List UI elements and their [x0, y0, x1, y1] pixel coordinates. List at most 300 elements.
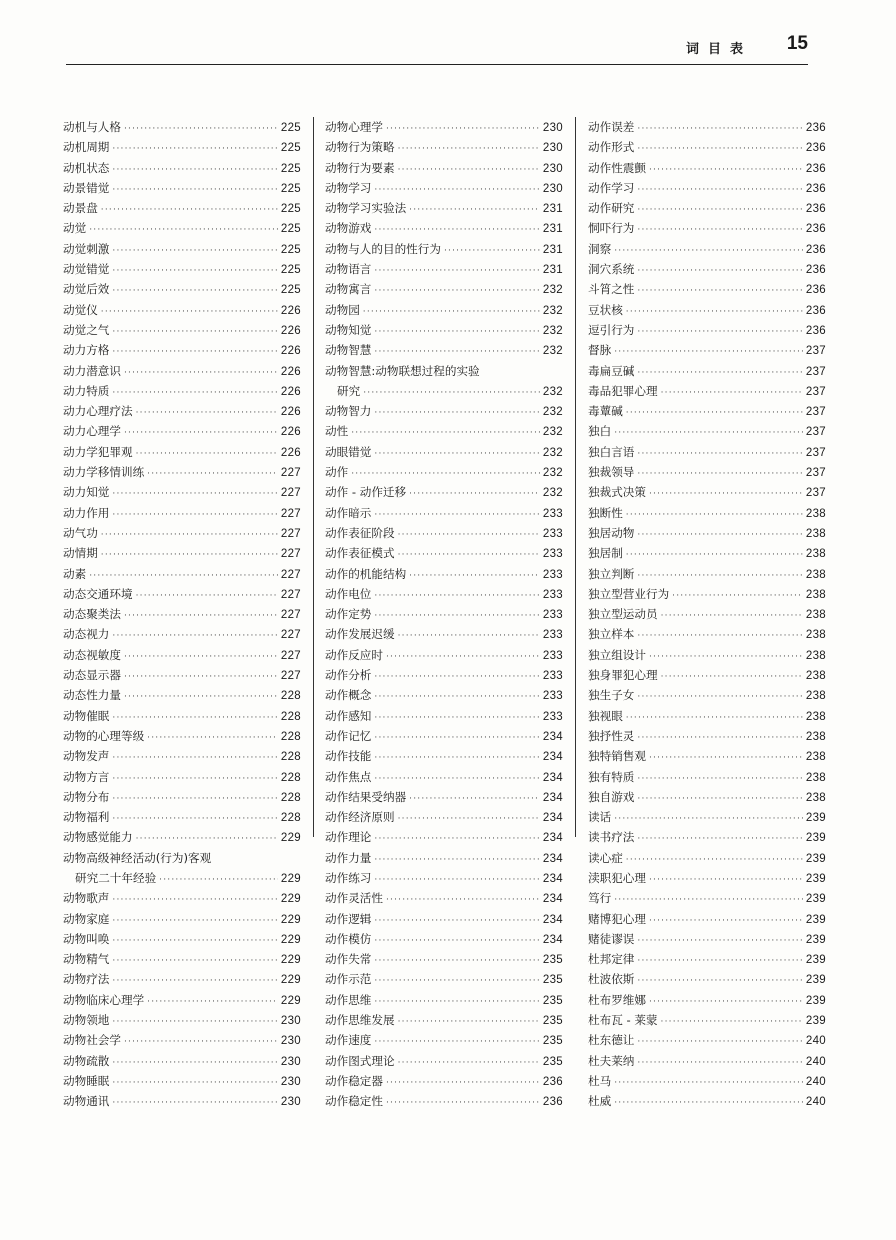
index-entry	[63, 564, 301, 584]
dot-leader	[398, 1012, 540, 1032]
entry-page: 239	[805, 974, 826, 987]
dot-leader	[374, 586, 540, 606]
entry-page: 233	[542, 548, 563, 561]
entry-page: 234	[542, 771, 563, 784]
entry-term: 杜东德让	[588, 1033, 635, 1048]
dot-leader	[374, 220, 540, 240]
entry-page: 235	[542, 1055, 563, 1068]
dot-leader	[112, 505, 278, 525]
entry-term: 独裁式决策	[588, 485, 646, 500]
entry-page: 237	[805, 487, 826, 500]
index-entry	[325, 218, 563, 238]
entry-term: 动态交通环境	[63, 586, 133, 601]
index-entry	[63, 1010, 301, 1030]
entry-term: 动物行为要素	[325, 160, 395, 175]
index-entry	[63, 624, 301, 644]
dot-leader	[637, 789, 803, 809]
entry-page: 233	[542, 710, 563, 723]
index-entry	[63, 604, 301, 624]
entry-page: 233	[542, 507, 563, 520]
index-entry	[325, 624, 563, 644]
entry-page: 226	[280, 426, 301, 439]
entry-page: 237	[805, 446, 826, 459]
index-entry	[588, 523, 826, 543]
entry-page: 230	[280, 1035, 301, 1048]
index-entry	[588, 848, 826, 868]
index-entry	[63, 726, 301, 746]
entry-term: 杜布罗维娜	[588, 992, 646, 1007]
index-entry	[325, 198, 563, 218]
dot-leader	[626, 545, 803, 565]
entry-term: 动物疗法	[63, 972, 110, 987]
index-entry	[63, 1030, 301, 1050]
entry-page: 233	[542, 609, 563, 622]
entry-page: 230	[280, 1055, 301, 1068]
index-entry	[325, 482, 563, 502]
index-entry	[325, 645, 563, 665]
entry-term: 独立组设计	[588, 647, 646, 662]
dot-leader	[124, 119, 278, 139]
dot-leader	[124, 647, 278, 667]
entry-page: 236	[805, 142, 826, 155]
entry-term: 动物语言	[325, 262, 372, 277]
dot-leader	[386, 119, 540, 139]
entry-term: 毒扁豆碱	[588, 363, 635, 378]
index-entry	[588, 117, 826, 137]
index-entry	[325, 279, 563, 299]
dot-leader	[649, 911, 803, 931]
entry-term: 动物心理学	[325, 120, 383, 134]
entry-term: 逗引行为	[588, 322, 635, 337]
entry-page: 239	[805, 812, 826, 825]
dot-leader	[614, 241, 803, 261]
entry-term: 动作失常	[325, 952, 372, 967]
dot-leader	[637, 322, 803, 342]
index-entry	[325, 909, 563, 929]
entry-page: 239	[805, 933, 826, 946]
dot-leader	[409, 484, 540, 504]
entry-page: 238	[805, 791, 826, 804]
index-entry	[588, 665, 826, 685]
entry-page: 236	[805, 243, 826, 256]
dot-leader	[374, 281, 540, 301]
dot-leader	[649, 160, 803, 180]
entry-page: 232	[542, 406, 563, 419]
index-entry	[588, 624, 826, 644]
dot-leader	[112, 1012, 278, 1032]
entry-page: 234	[542, 832, 563, 845]
entry-term: 独视眼	[588, 708, 623, 723]
dot-leader	[89, 566, 278, 586]
index-entry	[63, 807, 301, 827]
entry-page: 225	[280, 223, 301, 236]
index-entry	[63, 401, 301, 421]
entry-term: 杜威	[588, 1094, 612, 1109]
entry-term: 动物精气	[63, 952, 110, 967]
entry-page: 234	[542, 812, 563, 825]
entry-page: 239	[805, 954, 826, 967]
entry-page: 227	[280, 507, 301, 520]
index-entry	[588, 543, 826, 563]
entry-term: 动作结果受纳器	[325, 789, 407, 804]
entry-term: 动态显示器	[63, 668, 121, 683]
entry-page: 228	[280, 730, 301, 743]
entry-term: 动物方言	[63, 769, 110, 784]
entry-term: 动力方格	[63, 343, 110, 358]
dot-leader	[124, 667, 278, 687]
entry-term: 动物发声	[63, 749, 110, 764]
index-entry	[63, 482, 301, 502]
entry-term: 动素	[63, 566, 87, 581]
dot-leader	[637, 200, 803, 220]
entry-page: 235	[542, 974, 563, 987]
entry-page: 231	[542, 203, 563, 216]
dot-leader	[112, 342, 278, 362]
entry-term: 动机周期	[63, 140, 110, 155]
entry-page: 230	[280, 1075, 301, 1088]
index-entry	[63, 706, 301, 726]
entry-term: 动物智慧:动物联想过程的实验	[325, 363, 480, 378]
entry-page: 230	[280, 1015, 301, 1028]
index-entry	[63, 1071, 301, 1091]
entry-term: 动作练习	[325, 870, 372, 885]
dot-leader	[649, 992, 803, 1012]
entry-page: 226	[280, 446, 301, 459]
dot-leader	[112, 1073, 278, 1093]
dot-leader	[159, 870, 278, 890]
index-entry	[325, 787, 563, 807]
dot-leader	[374, 850, 540, 870]
index-entry	[63, 685, 301, 705]
dot-leader	[89, 220, 278, 240]
entry-page: 239	[805, 872, 826, 885]
entry-page: 229	[280, 954, 301, 967]
index-entry	[588, 421, 826, 441]
index-entry	[588, 990, 826, 1010]
column-divider	[313, 117, 314, 837]
dot-leader	[398, 1053, 540, 1073]
dot-leader	[626, 850, 803, 870]
entry-page: 236	[542, 1075, 563, 1088]
entry-term: 读书疗法	[588, 830, 635, 845]
dot-leader	[101, 525, 278, 545]
dot-leader	[374, 728, 540, 748]
entry-term: 读心症	[588, 850, 623, 865]
dot-leader	[374, 992, 540, 1012]
index-entry	[588, 1030, 826, 1050]
entry-term: 动物家庭	[63, 911, 110, 926]
entry-term: 洞穴系统	[588, 262, 635, 277]
entry-term: 动力心理疗法	[63, 404, 133, 419]
entry-page: 236	[542, 1096, 563, 1109]
column-divider	[575, 117, 576, 837]
entry-term: 动物临床心理学	[63, 992, 145, 1007]
index-entry	[63, 787, 301, 807]
index-entry	[588, 239, 826, 259]
dot-leader	[112, 931, 278, 951]
index-entry	[325, 421, 563, 441]
dot-leader	[374, 748, 540, 768]
dot-leader	[101, 200, 278, 220]
dot-leader	[112, 769, 278, 789]
entry-page: 226	[280, 406, 301, 419]
entry-page: 228	[280, 710, 301, 723]
dot-leader	[409, 789, 540, 809]
entry-term: 动物寓言	[325, 282, 372, 297]
dot-leader	[637, 769, 803, 789]
entry-term: 毒蕈碱	[588, 404, 623, 419]
index-entry	[325, 827, 563, 847]
dot-leader	[374, 708, 540, 728]
index-entry	[325, 726, 563, 746]
index-entry	[325, 564, 563, 584]
index-entry	[588, 1051, 826, 1071]
dot-leader	[398, 525, 540, 545]
entry-page: 232	[542, 446, 563, 459]
dot-leader	[363, 302, 540, 322]
index-entry	[588, 1071, 826, 1091]
index-entry	[325, 442, 563, 462]
index-entry	[63, 848, 301, 868]
dot-leader	[386, 890, 540, 910]
header-rule	[66, 64, 808, 65]
index-entry	[63, 888, 301, 908]
entry-page: 231	[542, 223, 563, 236]
dot-leader	[112, 748, 278, 768]
entry-term: 动作模仿	[325, 931, 372, 946]
index-entry	[325, 1071, 563, 1091]
dot-leader	[112, 1053, 278, 1073]
entry-page: 238	[805, 507, 826, 520]
entry-page: 231	[542, 264, 563, 277]
entry-term: 动物催眠	[63, 708, 110, 723]
dot-leader	[637, 728, 803, 748]
entry-page: 230	[542, 142, 563, 155]
entry-page: 236	[805, 122, 826, 134]
index-entry	[588, 300, 826, 320]
entry-page: 232	[542, 487, 563, 500]
index-entry	[63, 584, 301, 604]
entry-term: 动作误差	[588, 120, 635, 134]
entry-page: 237	[805, 426, 826, 439]
dot-leader	[101, 545, 278, 565]
dot-leader	[374, 951, 540, 971]
dot-leader	[637, 931, 803, 951]
entry-term: 动态聚类法	[63, 607, 121, 622]
entry-page: 237	[805, 345, 826, 358]
index-entry	[325, 340, 563, 360]
dot-leader	[626, 708, 803, 728]
entry-term: 动作思维发展	[325, 1013, 395, 1028]
entry-page: 226	[280, 385, 301, 398]
dot-leader	[112, 1093, 278, 1113]
entry-page: 233	[542, 670, 563, 683]
index-entry	[325, 584, 563, 604]
entry-page: 239	[805, 832, 826, 845]
entry-term: 独白	[588, 424, 612, 439]
index-entry	[63, 239, 301, 259]
entry-term: 动觉之气	[63, 322, 110, 337]
dot-leader	[637, 1032, 803, 1052]
dot-leader	[637, 119, 803, 139]
index-column-2	[325, 117, 563, 1112]
entry-page: 227	[280, 467, 301, 480]
entry-page: 228	[280, 791, 301, 804]
dot-leader	[637, 180, 803, 200]
dot-leader	[124, 423, 278, 443]
dot-leader	[661, 667, 803, 687]
dot-leader	[147, 464, 278, 484]
entry-term: 独特销售观	[588, 749, 646, 764]
entry-term: 动觉后效	[63, 282, 110, 297]
entry-term: 动作	[325, 465, 349, 480]
entry-term: 杜马	[588, 1073, 612, 1088]
entry-term: 动觉仪	[63, 302, 98, 317]
entry-page: 234	[542, 730, 563, 743]
entry-term: 动景盘	[63, 201, 98, 216]
entry-term: 动态视敏度	[63, 647, 121, 662]
entry-page: 225	[280, 284, 301, 297]
dot-leader	[637, 220, 803, 240]
entry-term: 动觉错觉	[63, 262, 110, 277]
dot-leader	[101, 302, 278, 322]
entry-term: 动作图式理论	[325, 1053, 395, 1068]
entry-page: 232	[542, 324, 563, 337]
dot-leader	[374, 911, 540, 931]
dot-leader	[637, 971, 803, 991]
entry-term: 动觉刺激	[63, 241, 110, 256]
entry-term: 斗筲之性	[588, 282, 635, 297]
index-entry	[63, 320, 301, 340]
entry-term: 动作定势	[325, 607, 372, 622]
entry-term: 动物高级神经活动(行为)客观	[63, 850, 212, 865]
index-entry	[325, 665, 563, 685]
entry-term: 动态视力	[63, 627, 110, 642]
index-entry	[63, 543, 301, 563]
index-entry	[63, 158, 301, 178]
entry-page: 230	[542, 162, 563, 175]
entry-page: 229	[280, 832, 301, 845]
entry-page: 234	[542, 872, 563, 885]
entry-page: 238	[805, 649, 826, 662]
entry-page: 239	[805, 852, 826, 865]
entry-term: 动物分布	[63, 789, 110, 804]
index-entry	[63, 218, 301, 238]
entry-term: 动作学习	[588, 180, 635, 195]
entry-page: 233	[542, 690, 563, 703]
entry-page: 239	[805, 1015, 826, 1028]
index-entry	[63, 381, 301, 401]
entry-term: 动物学习	[325, 180, 372, 195]
entry-term: 渎职犯心理	[588, 870, 646, 885]
index-entry	[63, 198, 301, 218]
dot-leader	[351, 464, 540, 484]
entry-page: 225	[280, 162, 301, 175]
index-entry	[588, 969, 826, 989]
dot-leader	[374, 606, 540, 626]
entry-page: 236	[805, 182, 826, 195]
index-entry	[588, 178, 826, 198]
dot-leader	[398, 626, 540, 646]
entry-term: 动作稳定器	[325, 1073, 383, 1088]
entry-term: 杜夫莱纳	[588, 1053, 635, 1068]
entry-page: 236	[805, 324, 826, 337]
entry-page: 229	[280, 933, 301, 946]
index-entry	[63, 442, 301, 462]
dot-leader	[136, 586, 278, 606]
index-entry	[325, 462, 563, 482]
index-entry	[588, 361, 826, 381]
entry-page: 227	[280, 487, 301, 500]
entry-term: 动气功	[63, 525, 98, 540]
entry-term: 动作反应时	[325, 647, 383, 662]
entry-page: 228	[280, 690, 301, 703]
index-entry	[63, 645, 301, 665]
entry-page: 227	[280, 609, 301, 622]
entry-term: 杜邦定律	[588, 952, 635, 967]
dot-leader	[626, 302, 803, 322]
entry-page: 235	[542, 954, 563, 967]
index-entry	[325, 888, 563, 908]
index-entry	[325, 178, 563, 198]
entry-term: 独白言语	[588, 444, 635, 459]
entry-page: 225	[280, 122, 301, 134]
entry-term: 动作焦点	[325, 769, 372, 784]
index-entry	[63, 767, 301, 787]
entry-term: 豆状核	[588, 302, 623, 317]
entry-term: 独抒性灵	[588, 728, 635, 743]
entry-page: 237	[805, 385, 826, 398]
index-entry	[325, 807, 563, 827]
dot-leader	[398, 545, 540, 565]
dot-leader	[124, 363, 278, 383]
dot-leader	[374, 667, 540, 687]
entry-term: 动作性震颤	[588, 160, 646, 175]
entry-term: 动物智慧	[325, 343, 372, 358]
index-entry	[588, 604, 826, 624]
index-entry	[325, 949, 563, 969]
dot-leader	[374, 505, 540, 525]
entry-term: 动作速度	[325, 1033, 372, 1048]
index-entry	[588, 198, 826, 218]
entry-term: 动作表征阶段	[325, 525, 395, 540]
entry-page: 239	[805, 994, 826, 1007]
entry-term: 动物福利	[63, 810, 110, 825]
entry-page: 228	[280, 771, 301, 784]
entry-page: 236	[805, 264, 826, 277]
index-entry	[325, 767, 563, 787]
entry-term: 研究二十年经验	[75, 870, 157, 885]
index-entry	[325, 604, 563, 624]
entry-page: 225	[280, 243, 301, 256]
dot-leader	[614, 1093, 803, 1113]
entry-term: 动作研究	[588, 201, 635, 216]
index-entry	[588, 401, 826, 421]
header-title: 词目表	[685, 42, 752, 57]
dot-leader	[672, 586, 803, 606]
dot-leader	[374, 180, 540, 200]
entry-term: 独居动物	[588, 525, 635, 540]
dot-leader	[409, 200, 540, 220]
dot-leader	[637, 829, 803, 849]
index-entry	[588, 218, 826, 238]
dot-leader	[112, 911, 278, 931]
entry-page: 233	[542, 629, 563, 642]
entry-page: 233	[542, 588, 563, 601]
index-entry	[588, 259, 826, 279]
dot-leader	[637, 464, 803, 484]
entry-term: 动力学移情训练	[63, 465, 145, 480]
